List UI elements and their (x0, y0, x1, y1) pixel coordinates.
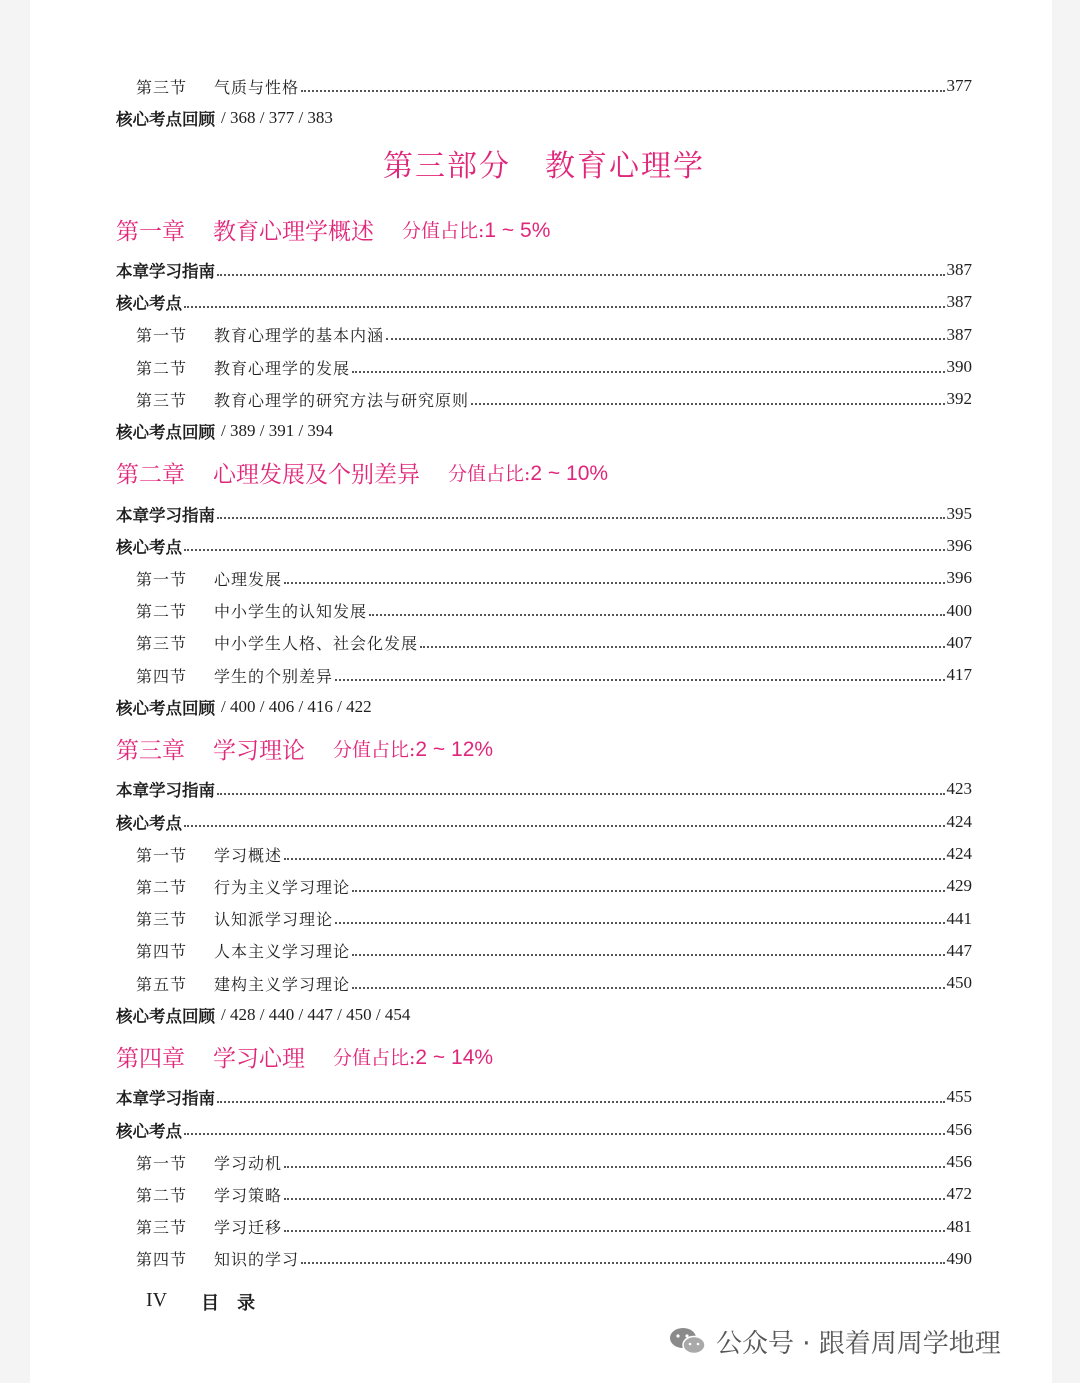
page-number-roman: IV (146, 1289, 168, 1311)
section-title: 教育心理学的基本内涵 (214, 326, 385, 346)
page-number: 441 (946, 908, 972, 928)
chapter-title: 教育心理学概述 (213, 218, 374, 245)
core-points-row-label: 核心考点 (116, 813, 182, 833)
dot-leader (284, 857, 944, 860)
dot-leader (420, 645, 944, 648)
toc-section-row[interactable] (116, 935, 972, 967)
section-number: 第二节 (136, 1185, 188, 1205)
section-title: 学习策略 (214, 1185, 283, 1205)
section-title: 学习迁移 (214, 1218, 283, 1238)
page-number: 481 (946, 1216, 972, 1236)
section-title: 气质与性格 (214, 77, 300, 97)
toc-section-row[interactable] (116, 70, 972, 102)
page-number: 447 (946, 940, 972, 960)
section-title: 学习概述 (214, 845, 283, 865)
toc-section-row[interactable] (116, 383, 972, 415)
study-guide-row-label: 本章学习指南 (116, 1089, 215, 1109)
dot-leader (301, 89, 944, 92)
page-number: 400 (946, 600, 972, 620)
section-number: 第二节 (136, 602, 188, 622)
score-weight-value: 2 ~ 14% (415, 1045, 494, 1069)
page-number: 490 (946, 1248, 972, 1268)
toc-page (30, 0, 1052, 1383)
page-number: 417 (946, 665, 972, 685)
page-number: 396 (946, 568, 972, 588)
section-number: 第一节 (136, 569, 188, 589)
review-pages: / 400 / 406 / 416 / 422 (221, 697, 372, 717)
chapter-heading[interactable] (116, 723, 972, 773)
dot-leader (352, 986, 944, 989)
dot-leader (284, 1165, 944, 1168)
section-title: 心理发展 (214, 569, 283, 589)
chapter-number: 第二章 (116, 461, 185, 488)
review-pages: / 428 / 440 / 447 / 450 / 454 (221, 1005, 411, 1025)
dot-leader (471, 402, 944, 405)
page-number: 456 (946, 1152, 972, 1172)
dot-leader (184, 824, 945, 827)
dot-leader (335, 921, 944, 924)
section-title: 教育心理学的研究方法与研究原则 (214, 390, 470, 410)
page-number: 429 (946, 876, 972, 896)
page-number: 387 (946, 260, 972, 280)
page-number: 450 (946, 973, 972, 993)
section-number: 第五节 (136, 974, 188, 994)
section-number: 第二节 (136, 358, 188, 378)
page-number: 392 (946, 389, 972, 409)
section-number: 第三节 (136, 910, 188, 930)
study-guide-row[interactable] (116, 1081, 972, 1113)
section-number: 第一节 (136, 326, 188, 346)
score-weight-label: 分值占比: (402, 219, 485, 242)
part-name: 教育心理学 (545, 149, 705, 184)
study-guide-row-label: 本章学习指南 (116, 262, 215, 282)
core-points-row-label: 核心考点 (116, 537, 182, 557)
dot-leader (184, 548, 945, 551)
section-number: 第四节 (136, 942, 188, 962)
chapter-title: 心理发展及个别差异 (213, 461, 420, 488)
score-weight (333, 1043, 493, 1070)
footer-title: 目录 (201, 1293, 274, 1314)
section-title: 认知派学习理论 (214, 910, 334, 930)
study-guide-row-label: 本章学习指南 (116, 505, 215, 525)
page-number: 395 (946, 503, 972, 523)
chapter-title: 学习心理 (213, 1045, 305, 1072)
section-number: 第三节 (136, 77, 188, 97)
toc-section-row[interactable] (116, 1178, 972, 1210)
section-title: 教育心理学的发展 (214, 358, 351, 378)
chapter-heading[interactable] (116, 204, 972, 254)
study-guide-row[interactable] (116, 773, 972, 805)
toc-section-row[interactable] (116, 967, 972, 999)
score-weight-label: 分值占比: (333, 1046, 416, 1069)
section-number: 第一节 (136, 845, 188, 865)
score-weight-label: 分值占比: (448, 462, 531, 485)
core-points-row[interactable] (116, 1114, 972, 1146)
section-number: 第三节 (136, 390, 188, 410)
review-label: 核心考点回顾 (116, 423, 215, 443)
section-number: 第四节 (136, 1250, 188, 1270)
page-number: 377 (946, 76, 972, 95)
score-weight (333, 735, 493, 762)
chapter-number: 第一章 (116, 218, 185, 245)
section-title: 学生的个别差异 (214, 666, 334, 686)
review-label: 核心考点回顾 (116, 110, 215, 129)
core-review-row (116, 102, 972, 134)
core-points-row[interactable] (116, 286, 972, 318)
chapter-number: 第三章 (116, 737, 185, 764)
toc-section-row[interactable] (116, 351, 972, 383)
review-pages: / 389 / 391 / 394 (221, 421, 333, 441)
page-footer (146, 1289, 273, 1315)
chapter-number: 第四章 (116, 1045, 185, 1072)
watermark (668, 1322, 1001, 1360)
score-weight (448, 459, 608, 486)
score-weight (402, 216, 550, 243)
wechat-icon (668, 1326, 708, 1356)
core-points-row[interactable] (116, 530, 972, 562)
dot-leader (284, 1229, 944, 1232)
core-review-row (116, 999, 972, 1031)
study-guide-row[interactable] (116, 254, 972, 286)
dot-leader (184, 305, 945, 308)
page-number: 423 (946, 779, 972, 799)
section-number: 第三节 (136, 634, 188, 654)
toc-section-row[interactable] (116, 1211, 972, 1243)
toc-content (116, 70, 972, 1275)
section-title: 学习动机 (214, 1153, 283, 1173)
dot-leader (284, 1197, 944, 1200)
toc-section-row[interactable] (116, 659, 972, 691)
dot-leader (335, 678, 944, 681)
dot-leader (386, 337, 944, 340)
page-number: 396 (946, 535, 972, 555)
page-number: 387 (946, 292, 972, 312)
dot-leader (217, 792, 945, 795)
toc-section-row[interactable] (116, 902, 972, 934)
dot-leader (352, 953, 944, 956)
section-title: 中小学生的认知发展 (214, 602, 368, 622)
page-number: 424 (946, 811, 972, 831)
toc-section-row[interactable] (116, 838, 972, 870)
section-number: 第二节 (136, 877, 188, 897)
watermark-text: 公众号 · 跟着周周学地理 (716, 1328, 1001, 1359)
section-title: 行为主义学习理论 (214, 877, 351, 897)
section-number: 第四节 (136, 666, 188, 686)
toc-section-row[interactable] (116, 562, 972, 594)
dot-leader (217, 273, 945, 276)
page-number: 407 (946, 632, 972, 652)
score-weight-label: 分值占比: (333, 738, 416, 761)
page-number: 472 (946, 1184, 972, 1204)
review-pages: / 368 / 377 / 383 (221, 108, 333, 127)
section-number: 第一节 (136, 1153, 188, 1173)
dot-leader (369, 613, 944, 616)
chapter-heading[interactable] (116, 447, 972, 497)
dot-leader (352, 370, 944, 373)
dot-leader (184, 1132, 945, 1135)
dot-leader (352, 889, 944, 892)
section-title: 知识的学习 (214, 1250, 300, 1270)
review-label: 核心考点回顾 (116, 1007, 215, 1027)
core-review-row (116, 691, 972, 723)
score-weight-value: 2 ~ 10% (530, 461, 609, 485)
toc-section-row[interactable] (116, 319, 972, 351)
page-number: 456 (946, 1119, 972, 1139)
score-weight-value: 1 ~ 5% (484, 218, 551, 242)
section-title: 中小学生人格、社会化发展 (214, 634, 419, 654)
study-guide-row-label: 本章学习指南 (116, 781, 215, 801)
core-points-row-label: 核心考点 (116, 1121, 182, 1141)
page-number: 424 (946, 844, 972, 863)
core-points-row-label: 核心考点 (116, 294, 182, 314)
study-guide-row[interactable] (116, 497, 972, 529)
section-title: 建构主义学习理论 (214, 974, 351, 994)
dot-leader (217, 1100, 945, 1103)
score-weight-value: 2 ~ 12% (415, 737, 494, 761)
part-title (116, 144, 972, 190)
dot-leader (284, 581, 944, 584)
section-number: 第三节 (136, 1218, 188, 1238)
dot-leader (301, 1261, 944, 1264)
page-number: 387 (946, 324, 972, 344)
review-label: 核心考点回顾 (116, 699, 215, 719)
part-number: 第三部分 (383, 149, 511, 184)
toc-section-row[interactable] (116, 594, 972, 626)
chapter-heading[interactable] (116, 1031, 972, 1081)
chapter-title: 学习理论 (213, 737, 305, 764)
core-points-row[interactable] (116, 806, 972, 838)
toc-section-row[interactable] (116, 1243, 972, 1275)
dot-leader (217, 516, 945, 519)
core-review-row (116, 415, 972, 447)
page-number: 390 (946, 357, 972, 377)
toc-section-row[interactable] (116, 627, 972, 659)
page-number: 455 (946, 1087, 972, 1107)
toc-section-row[interactable] (116, 870, 972, 902)
section-title: 人本主义学习理论 (214, 942, 351, 962)
toc-section-row[interactable] (116, 1146, 972, 1178)
